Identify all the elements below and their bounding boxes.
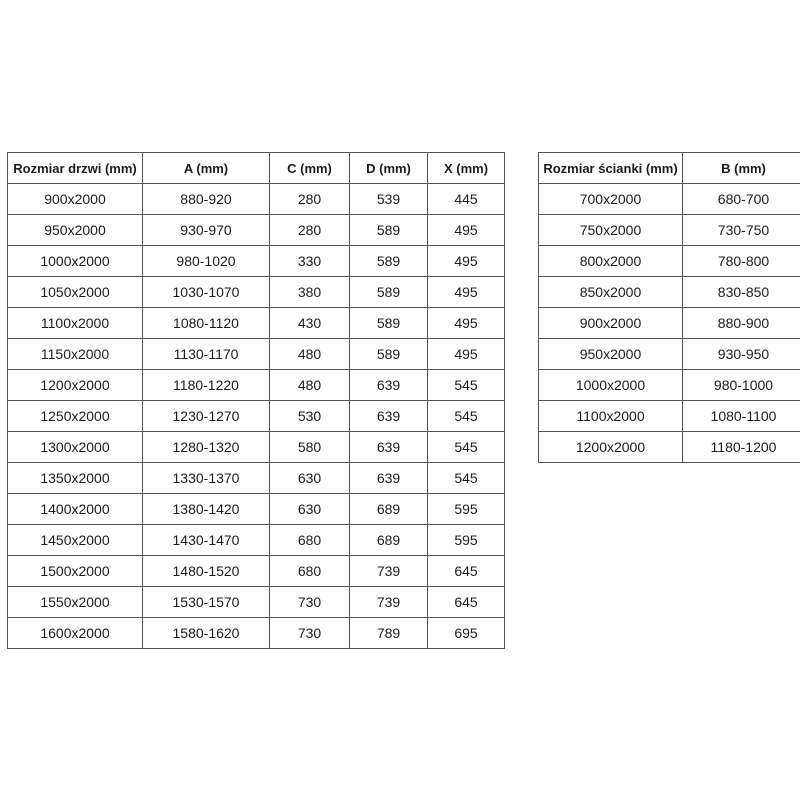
table-cell: 730 [270, 618, 350, 649]
column-header: A (mm) [143, 153, 270, 184]
table-row [8, 184, 505, 215]
door-size-table [7, 152, 505, 649]
table-cell: 495 [428, 339, 505, 370]
table-cell: 980-1020 [143, 246, 270, 277]
table-cell: 1200x2000 [539, 432, 683, 463]
table-cell: 900x2000 [539, 308, 683, 339]
table-row [539, 432, 800, 463]
table-cell: 950x2000 [8, 215, 143, 246]
table-cell: 1080-1120 [143, 308, 270, 339]
table-cell: 780-800 [683, 246, 800, 277]
table-cell: 830-850 [683, 277, 800, 308]
table-cell: 900x2000 [8, 184, 143, 215]
column-header: Rozmiar ścianki (mm) [539, 153, 683, 184]
table-cell: 495 [428, 215, 505, 246]
table-cell: 1400x2000 [8, 494, 143, 525]
table-cell: 730-750 [683, 215, 800, 246]
table-cell: 980-1000 [683, 370, 800, 401]
table-row [539, 308, 800, 339]
table-cell: 930-950 [683, 339, 800, 370]
table-row [8, 246, 505, 277]
table-cell: 1250x2000 [8, 401, 143, 432]
table-cell: 1600x2000 [8, 618, 143, 649]
table-cell: 630 [270, 494, 350, 525]
table-cell: 1100x2000 [539, 401, 683, 432]
table-row [539, 401, 800, 432]
table-cell: 280 [270, 184, 350, 215]
table-cell: 595 [428, 494, 505, 525]
table-cell: 1030-1070 [143, 277, 270, 308]
table-cell: 545 [428, 463, 505, 494]
table-row [8, 215, 505, 246]
table-cell: 645 [428, 587, 505, 618]
table-cell: 1330-1370 [143, 463, 270, 494]
table-cell: 589 [350, 308, 428, 339]
table-cell: 1430-1470 [143, 525, 270, 556]
column-header: C (mm) [270, 153, 350, 184]
table-cell: 445 [428, 184, 505, 215]
table-cell: 730 [270, 587, 350, 618]
column-header: X (mm) [428, 153, 505, 184]
column-header: B (mm) [683, 153, 800, 184]
table-cell: 1450x2000 [8, 525, 143, 556]
table-cell: 589 [350, 215, 428, 246]
header-row [539, 153, 800, 184]
table-cell: 639 [350, 401, 428, 432]
table-cell: 495 [428, 308, 505, 339]
table-cell: 930-970 [143, 215, 270, 246]
table-cell: 580 [270, 432, 350, 463]
wall-size-table [538, 152, 800, 463]
table-cell: 1180-1220 [143, 370, 270, 401]
table-cell: 750x2000 [539, 215, 683, 246]
table-cell: 1350x2000 [8, 463, 143, 494]
table-cell: 1130-1170 [143, 339, 270, 370]
table-row [539, 370, 800, 401]
table-cell: 695 [428, 618, 505, 649]
table-cell: 280 [270, 215, 350, 246]
column-header: D (mm) [350, 153, 428, 184]
table-cell: 1530-1570 [143, 587, 270, 618]
table-cell: 680-700 [683, 184, 800, 215]
table-cell: 800x2000 [539, 246, 683, 277]
table-cell: 789 [350, 618, 428, 649]
table-cell: 850x2000 [539, 277, 683, 308]
table-cell: 589 [350, 277, 428, 308]
table-row [8, 432, 505, 463]
table-row [8, 618, 505, 649]
table-cell: 545 [428, 432, 505, 463]
table-cell: 1180-1200 [683, 432, 800, 463]
table-row [8, 556, 505, 587]
table-cell: 880-900 [683, 308, 800, 339]
table-row [539, 339, 800, 370]
header-row [8, 153, 505, 184]
table-cell: 380 [270, 277, 350, 308]
table-cell: 545 [428, 370, 505, 401]
table-row [8, 339, 505, 370]
table-cell: 495 [428, 246, 505, 277]
table-cell: 1480-1520 [143, 556, 270, 587]
table-cell: 1200x2000 [8, 370, 143, 401]
table-cell: 1550x2000 [8, 587, 143, 618]
table-cell: 689 [350, 525, 428, 556]
table-row [539, 246, 800, 277]
table-cell: 1380-1420 [143, 494, 270, 525]
table-cell: 645 [428, 556, 505, 587]
table-cell: 1150x2000 [8, 339, 143, 370]
table-row [8, 277, 505, 308]
table-cell: 1500x2000 [8, 556, 143, 587]
table-cell: 1100x2000 [8, 308, 143, 339]
table-cell: 639 [350, 432, 428, 463]
table-cell: 739 [350, 587, 428, 618]
table-row [8, 494, 505, 525]
table-cell: 539 [350, 184, 428, 215]
table-row [8, 401, 505, 432]
table-cell: 1580-1620 [143, 618, 270, 649]
table-cell: 950x2000 [539, 339, 683, 370]
table-cell: 639 [350, 463, 428, 494]
table-row [8, 463, 505, 494]
table-cell: 480 [270, 370, 350, 401]
table-cell: 1000x2000 [8, 246, 143, 277]
table-cell: 630 [270, 463, 350, 494]
table-cell: 495 [428, 277, 505, 308]
table-cell: 589 [350, 246, 428, 277]
table-cell: 330 [270, 246, 350, 277]
table-cell: 589 [350, 339, 428, 370]
table-cell: 700x2000 [539, 184, 683, 215]
table-cell: 595 [428, 525, 505, 556]
table-cell: 1230-1270 [143, 401, 270, 432]
table-cell: 689 [350, 494, 428, 525]
table-cell: 530 [270, 401, 350, 432]
column-header: Rozmiar drzwi (mm) [8, 153, 143, 184]
table-row [539, 277, 800, 308]
table-cell: 739 [350, 556, 428, 587]
table-row [539, 215, 800, 246]
table-cell: 1280-1320 [143, 432, 270, 463]
table-cell: 1000x2000 [539, 370, 683, 401]
table-cell: 680 [270, 525, 350, 556]
table-cell: 880-920 [143, 184, 270, 215]
table-row [539, 184, 800, 215]
table-row [8, 308, 505, 339]
table-row [8, 525, 505, 556]
table-cell: 639 [350, 370, 428, 401]
table-cell: 1050x2000 [8, 277, 143, 308]
table-cell: 1300x2000 [8, 432, 143, 463]
table-cell: 430 [270, 308, 350, 339]
table-cell: 480 [270, 339, 350, 370]
table-row [8, 587, 505, 618]
table-cell: 545 [428, 401, 505, 432]
table-cell: 680 [270, 556, 350, 587]
table-cell: 1080-1100 [683, 401, 800, 432]
table-row [8, 370, 505, 401]
